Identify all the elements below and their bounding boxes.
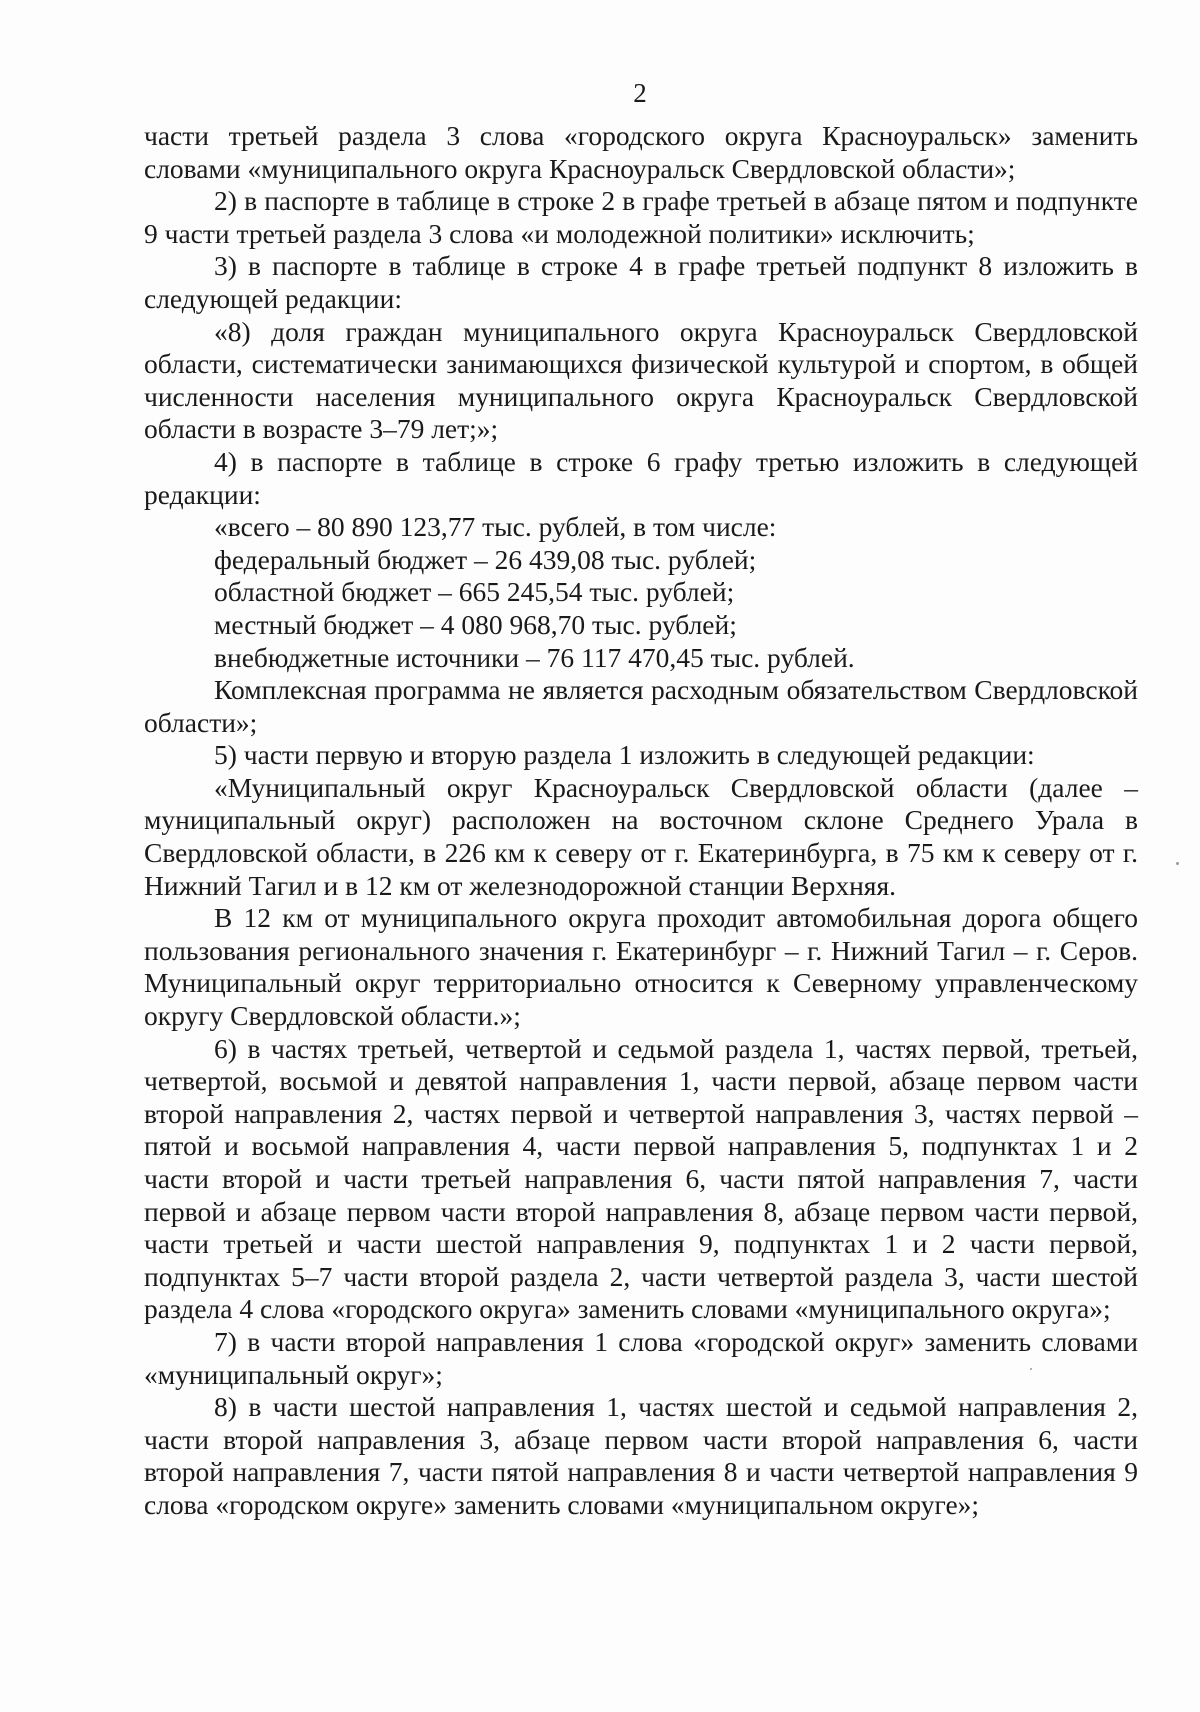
paragraph-continuation: части третьей раздела 3 слова «городского округа Красноуральск» заменить словами «муниципального округа Красноуральск Свердловской области»;	[144, 120, 1138, 184]
paragraph-item-2: 2) в паспорте в таблице в строке 2 в графе третьей в абзаце пятом и подпункте 9 части третьей раздела 3 слова «и молодежной политики» исключить;	[144, 185, 1138, 249]
funding-total: «всего – 80 890 123,77 тыс. рублей, в том числе:	[214, 511, 777, 543]
paragraph-quote-road: В 12 км от муниципального округа проходит автомобильная дорога общего пользования регионального значения г. Екатеринбург – г. Нижний Тагил – г. Серов. Муниципальный округ территориально относится к Северному управленческому округу Свердловской области.»;	[144, 902, 1138, 1032]
funding-extrabudgetary: внебюджетные источники – 76 117 470,45 тыс. рублей.	[214, 641, 855, 673]
paragraph-program-note: Комплексная программа не является расходным обязательством Свердловской области»;	[144, 674, 1138, 738]
paragraph-quote-item-8: «8) доля граждан муниципального округа Красноуральск Свердловской области, систематически занимающихся физической культурой и спортом, в общей численности населения муниципального округа Красноуральск Свердловской области в возрасте 3–79 лет;»;	[144, 315, 1138, 445]
document-body	[144, 120, 1138, 1522]
paragraph-item-8: 8) в части шестой направления 1, частях шестой и седьмой направления 2, части второй направления 3, абзаце первом части второй направления 6, части второй направления 7, части пятой направления 8 и части четвертой направления 9 слова «городском округе» заменить словами «муниципальном округе»;	[144, 1391, 1138, 1520]
funding-regional: областной бюджет – 665 245,54 тыс. рублей;	[214, 576, 735, 608]
paragraph-item-4: 4) в паспорте в таблице в строке 6 графу третью изложить в следующей редакции:	[144, 445, 1138, 510]
scan-speck	[1030, 1368, 1032, 1370]
paragraph-item-3: 3) в паспорте в таблице в строке 4 в графе третьей подпункт 8 изложить в следующей редакции:	[144, 250, 1138, 314]
page-number: 2	[633, 78, 647, 108]
scan-speck	[1176, 862, 1179, 865]
paragraph-quote-location: «Муниципальный округ Красноуральск Свердловской области (далее – муниципальный округ) расположен на восточном склоне Среднего Урала в Свердловской области, в 226 км к северу от г. Екатеринбурга, в 75 км к северу от г. Нижний Тагил и в 12 км от железнодорожной станции Верхняя.	[144, 771, 1138, 901]
paragraph-item-6: 6) в частях третьей, четвертой и седьмой раздела 1, частях первой, третьей, четвертой, восьмой и девятой направления 1, части первой, абзаце первом части второй направления 2, частях первой и четвертой направления 3, частях первой – пятой и восьмой направления 4, части первой направления 5, подпунктах 1 и 2 части второй и части третьей направления 6, части пятой направления 7, части первой и абзаце первом части второй направления 8, абзаце первом части первой, части третьей и части шестой направления 9, подпунктах 1 и 2 части первой, подпунктах 5–7 части второй раздела 2, части четвертой раздела 3, части шестой раздела 4 слова «городского округа» заменить словами «муниципального округа»;	[144, 1032, 1138, 1325]
funding-local: местный бюджет – 4 080 968,70 тыс. рублей;	[214, 608, 737, 640]
paragraph-item-5: 5) части первую и вторую раздела 1 изложить в следующей редакции:	[214, 739, 1035, 771]
paragraph-item-7: 7) в части второй направления 1 слова «городской округ» заменить словами «муниципальный округ»;	[144, 1325, 1138, 1390]
funding-federal: федеральный бюджет – 26 439,08 тыс. рублей;	[214, 543, 757, 575]
